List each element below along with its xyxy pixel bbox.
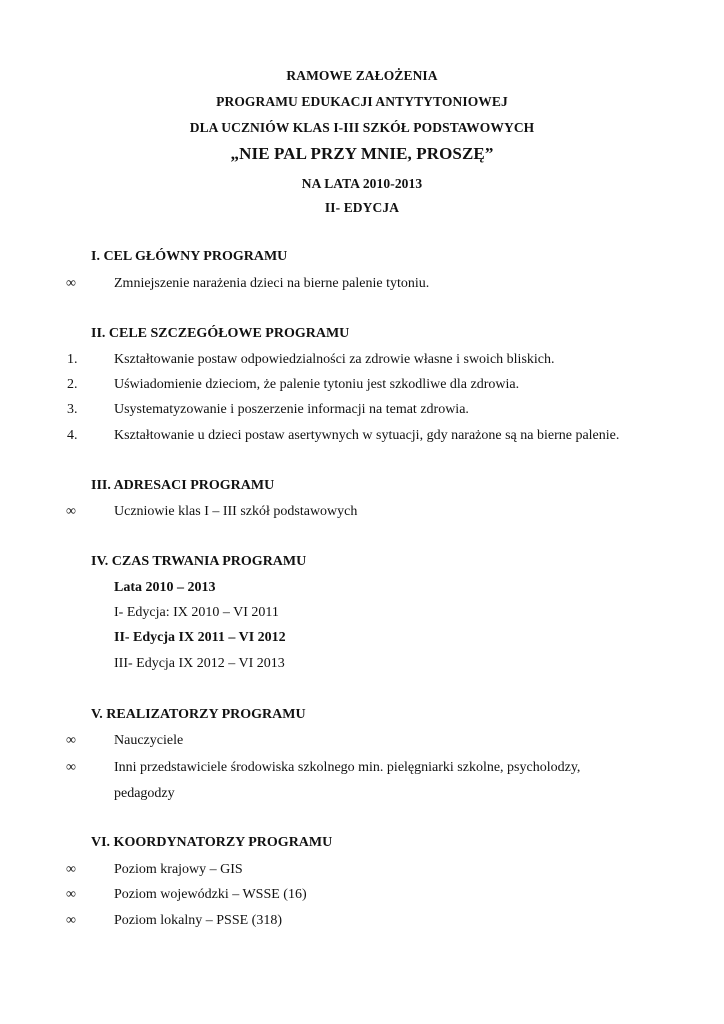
list-item-text: Zmniejszenie narażenia dzieci na bierne palenie tytoniu.	[114, 276, 430, 291]
section-heading-5: V. REALIZATORZY PROGRAMU	[91, 707, 306, 722]
list-item-text: Uczniowie klas I – III szkół podstawowych	[114, 504, 358, 519]
bullet-marker: ∞	[66, 887, 76, 902]
list-item-text: Usystematyzowanie i poszerzenie informacji na temat zdrowia.	[114, 402, 469, 417]
list-item-text: Kształtowanie u dzieci postaw asertywnych w sytuacji, gdy narażone są na bierne palenie.	[114, 428, 620, 443]
list-item-text: pedagodzy	[114, 786, 175, 801]
list-item-text: Poziom lokalny – PSSE (318)	[114, 913, 283, 928]
section-heading-3: III. ADRESACI PROGRAMU	[91, 478, 275, 493]
bullet-marker: ∞	[66, 504, 76, 519]
bullet-marker: ∞	[66, 276, 76, 291]
header-line-2: PROGRAMU EDUKACJI ANTYTYTONIOWEJ	[216, 94, 508, 109]
section-heading-6: VI. KOORDYNATORZY PROGRAMU	[91, 835, 333, 850]
bullet-marker: ∞	[66, 913, 76, 928]
list-item-text: Poziom wojewódzki – WSSE (16)	[114, 887, 307, 902]
list-item-text: Inni przedstawiciele środowiska szkolnego min. pielęgniarki szkolne, psycholodzy,	[114, 760, 581, 775]
list-item-text: Poziom krajowy – GIS	[114, 862, 243, 877]
section-heading-2: II. CELE SZCZEGÓŁOWE PROGRAMU	[91, 326, 350, 341]
header-line-5: NA LATA 2010-2013	[301, 176, 423, 191]
edition-1: I- Edycja: IX 2010 – VI 2011	[114, 605, 279, 620]
list-item-text: Nauczyciele	[114, 733, 184, 748]
duration-years: Lata 2010 – 2013	[114, 580, 216, 595]
section-heading-4: IV. CZAS TRWANIA PROGRAMU	[91, 554, 307, 569]
header-line-6: II- EDYCJA	[324, 200, 400, 215]
edition-3: III- Edycja IX 2012 – VI 2013	[114, 656, 285, 671]
number-marker: 1.	[67, 352, 78, 367]
section-heading-1: I. CEL GŁÓWNY PROGRAMU	[91, 249, 288, 264]
header-line-1: RAMOWE ZAŁOŻENIA	[286, 68, 438, 83]
number-marker: 2.	[67, 377, 78, 392]
bullet-marker: ∞	[66, 862, 76, 877]
edition-2: II- Edycja IX 2011 – VI 2012	[114, 630, 286, 645]
list-item-text: Kształtowanie postaw odpowiedzialności za zdrowie własne i swoich bliskich.	[114, 352, 555, 367]
list-item-text: Uświadomienie dzieciom, że palenie tytoniu jest szkodliwe dla zdrowia.	[114, 377, 520, 392]
number-marker: 4.	[67, 428, 78, 443]
bullet-marker: ∞	[66, 733, 76, 748]
number-marker: 3.	[67, 402, 78, 417]
header-line-3: DLA UCZNIÓW KLAS I-III SZKÓŁ PODSTAWOWYCH	[189, 120, 535, 135]
bullet-marker: ∞	[66, 760, 76, 775]
header-line-4: „NIE PAL PRZY MNIE, PROSZĘ”	[230, 144, 494, 163]
